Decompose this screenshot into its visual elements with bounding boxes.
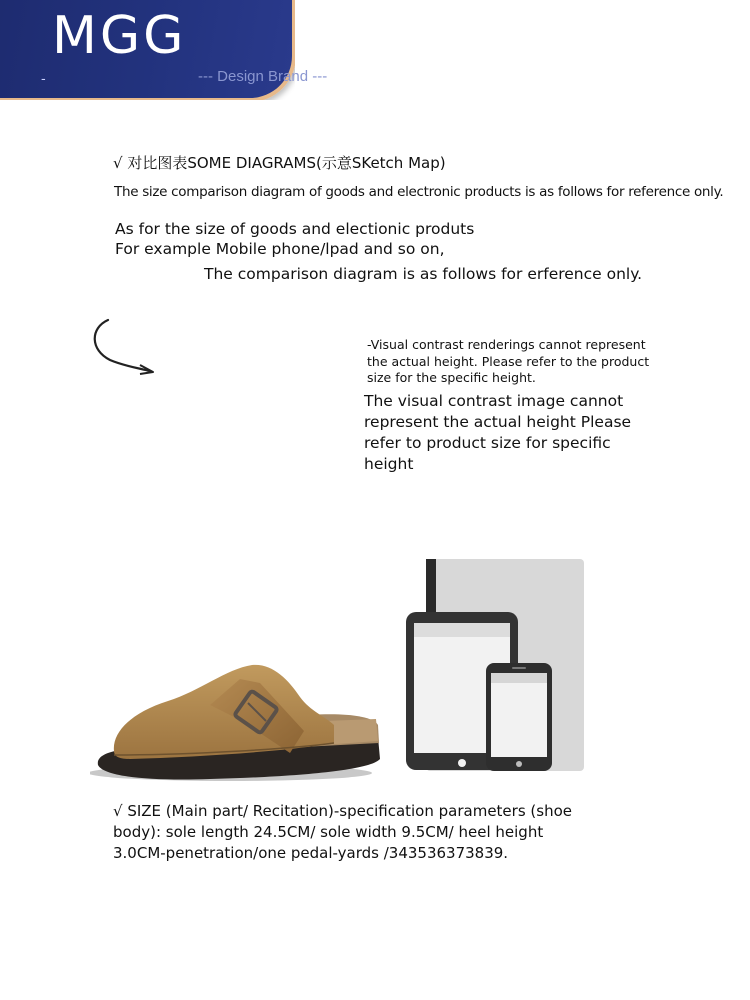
shoe-image	[90, 655, 385, 790]
brand-dash: -	[41, 72, 46, 87]
size-note-line: The comparison diagram is as follows for erference only.	[204, 265, 643, 283]
size-specification: √ SIZE (Main part/ Recitation)-specification parameters (shoe body): sole length 24.5CM/ sole width 9.5CM/ heel height 3.0CM-penetration/one pedal-yards /343536373839.	[113, 802, 572, 862]
diagram-note: The size comparison diagram of goods and electronic products is as follows for reference only.	[114, 184, 724, 200]
contrast-note-small: -Visual contrast renderings cannot represent the actual height. Please refer to the product size for the specific height.	[367, 337, 650, 385]
brand-tagline: --- Design Brand ---	[198, 68, 328, 85]
size-note-line: For example Mobile phone/lpad and so on,	[115, 240, 445, 258]
size-note-line: As for the size of goods and electionic produts	[115, 220, 475, 238]
brand-title: MGG	[52, 6, 187, 66]
brand-banner	[0, 0, 295, 100]
curved-arrow-icon	[88, 316, 160, 376]
diagram-heading: √ 对比图表SOME DIAGRAMS(示意SKetch Map)	[113, 154, 446, 172]
tablet-and-phone-image	[402, 557, 587, 775]
contrast-note-large: The visual contrast image cannot represent the actual height Please refer to product size for specific height	[364, 392, 632, 473]
